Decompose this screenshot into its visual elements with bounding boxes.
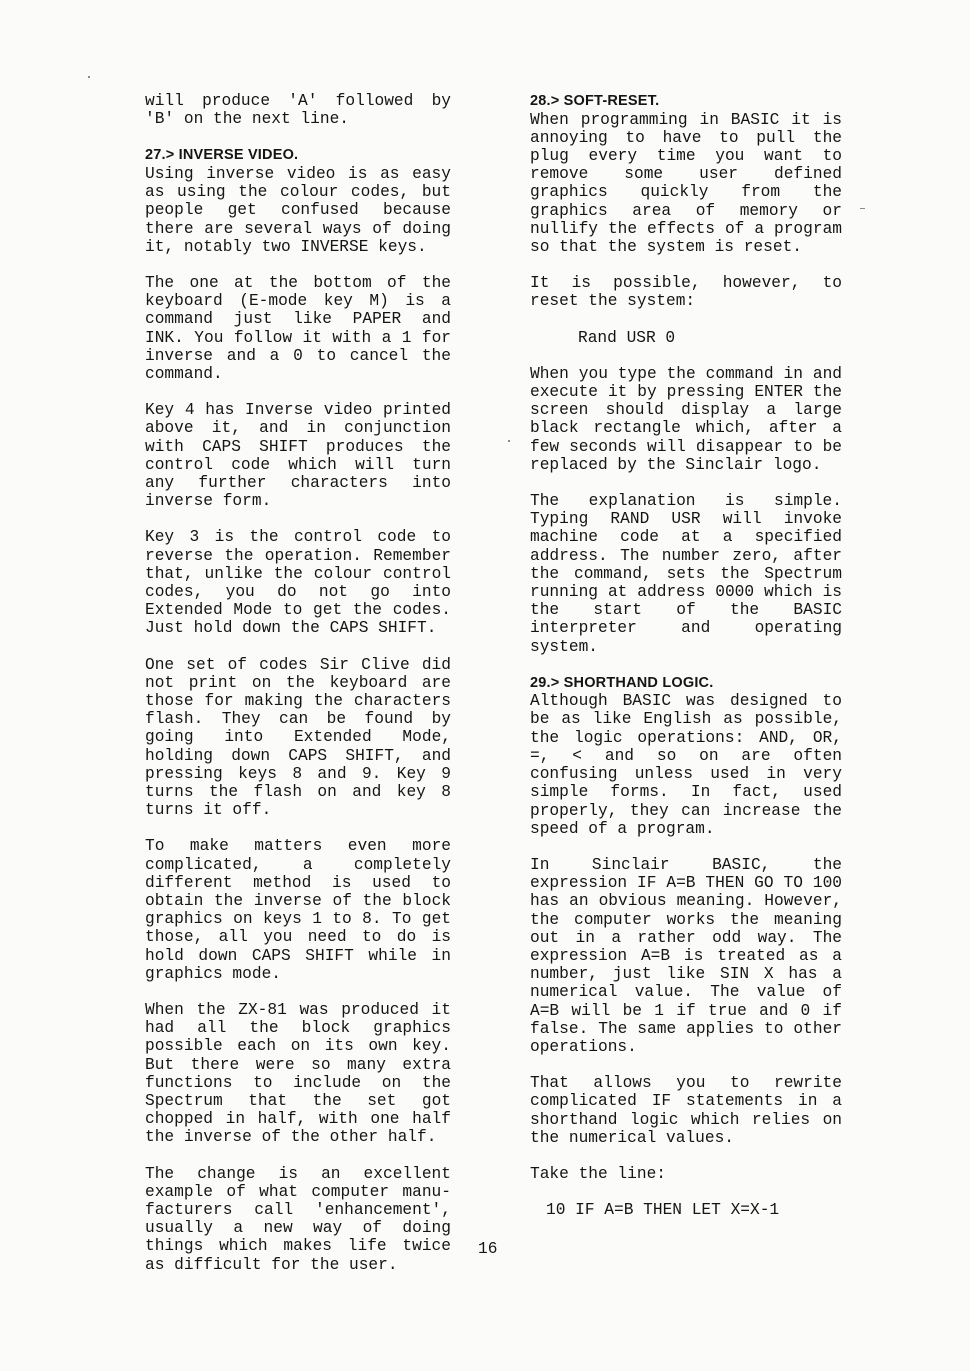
paragraph: The explanation is simple. Typing RAND USR will invoke machine code at a specified address. The number zero, after the command, sets the Spectrum running at address 0000 which is the start of the BASIC interpreter and operating system. [530, 491, 842, 656]
paragraph: Key 4 has Inverse video printed above it, and in conjunction with CAPS SHIFT produces the control code which will turn any further characters into inverse form. [145, 401, 451, 511]
paragraph: Although BASIC was designed to be as like English as possible, the logic operations: AND, OR, =, < and so on are often confusing unless used in very simple forms. In fact, used properly, they can increase the speed of a program. [530, 692, 842, 838]
section-heading-27: 27.> INVERSE VIDEO. [145, 147, 299, 164]
paragraph: In Sinclair BASIC, the expression IF A=B THEN GO TO 100 has an obvious meaning. However, the computer works the meaning out in a rather odd way. The expression A=B is treated as a number, just like SIN X has a numerical value. The value of A=B will be 1 if true and 0 if false. The same applies to other operations. [530, 855, 842, 1056]
paragraph: It is possible, however, to reset the system: [530, 274, 842, 311]
scan-speck [88, 76, 90, 78]
left-column [145, 92, 451, 1274]
paragraph: When you type the command in and execute it by pressing ENTER the screen should display a large black rectangle which, after a few seconds will disappear to be replaced by the Sinclair logo. [530, 364, 842, 474]
paragraph: The change is an excellent example of what computer manu-facturers call 'enhancement', usually a new way of doing things which makes life twice as difficult for the user. [145, 1164, 451, 1274]
scan-speck [508, 440, 510, 442]
section-heading-28: 28.> SOFT-RESET. [530, 93, 660, 109]
code-example: 10 IF A=B THEN LET X=X-1 [546, 1201, 780, 1220]
paragraph: Using inverse video is as easy as using the colour codes, but people get confused because there are several ways of doing it, notably two INVERSE keys. [145, 164, 451, 256]
paragraph: will produce 'A' followed by 'B' on the next line. [145, 92, 451, 129]
paragraph: When the ZX-81 was produced it had all the block graphics possible each on its own key. But there were so many extra functions to include on the Spectrum that the set got chopped in half, with one half the inverse of the other half. [145, 1001, 451, 1147]
code-example: Rand USR 0 [578, 328, 676, 347]
paragraph: That allows you to rewrite complicated IF statements in a shorthand logic which relies on the numerical values. [530, 1074, 842, 1147]
scan-speck [860, 208, 865, 209]
paragraph: Key 3 is the control code to reverse the operation. Remember that, unlike the colour control codes, you do not go into Extended Mode to get the codes. Just hold down the CAPS SHIFT. [145, 528, 451, 638]
paragraph: To make matters even more complicated, a completely different method is used to obtain the inverse of the block graphics on keys 1 to 8. To get those, all you need to do is hold down CAPS SHIFT while in graphics mode. [145, 837, 451, 983]
right-column [530, 92, 842, 1219]
paragraph: Take the line: [530, 1164, 666, 1183]
page-number: 16 [478, 1240, 498, 1258]
paragraph: When programming in BASIC it is annoying to have to pull the plug every time you want to remove some user defined graphics quickly from the graphics area of memory or nullify the effects of a program so that the system is reset. [530, 110, 842, 256]
section-heading-29: 29.> SHORTHAND LOGIC. [530, 674, 714, 691]
paragraph: One set of codes Sir Clive did not print on the keyboard are those for making the characters flash. They can be found by going into Extended Mode, holding down CAPS SHIFT, and pressing keys 8 and 9. Key 9 turns the flash on and key 8 turns it off. [145, 655, 451, 820]
paragraph: The one at the bottom of the keyboard (E-mode key M) is a command just like PAPER and INK. You follow it with a 1 for inverse and a 0 to cancel the command. [145, 273, 451, 383]
